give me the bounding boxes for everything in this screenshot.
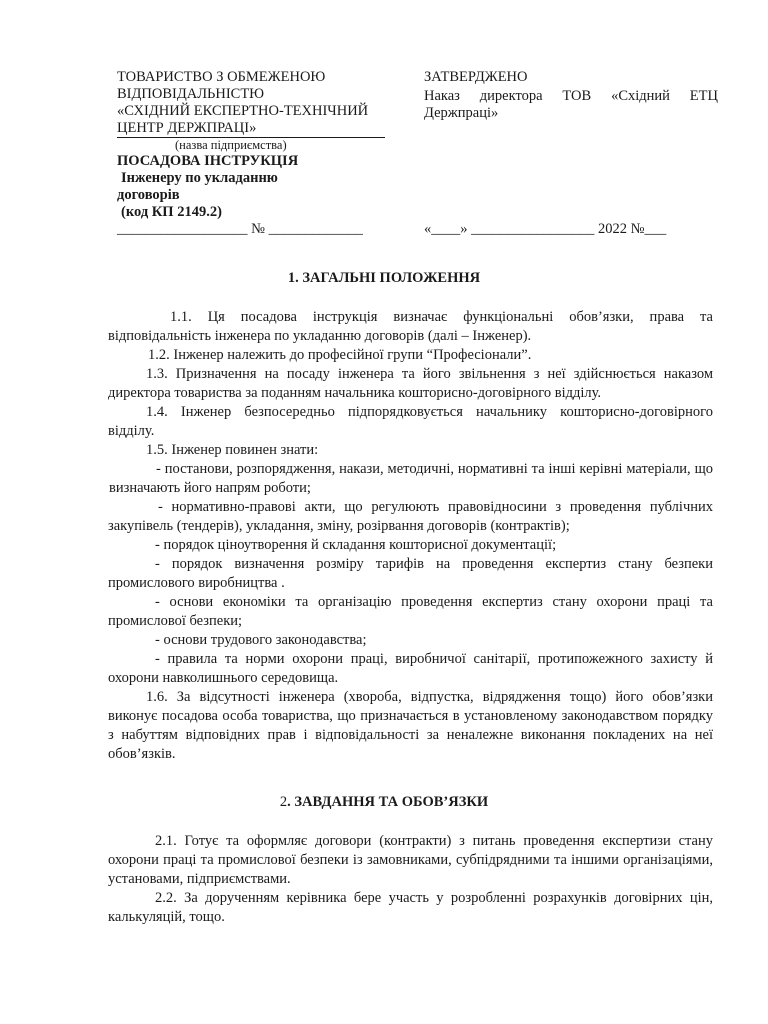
paragraph: 1.4. Інженер безпосередньо підпорядковується начальнику кошторисно-договірного відділу. <box>108 404 713 439</box>
org-note: (назва підприємства) <box>175 138 287 152</box>
paragraph: 1.3. Призначення на посаду інженера та його звільнення з неї здійснюється наказом директора товариства за поданням начальника кошторисно-договірного відділу. <box>108 366 713 401</box>
section-body <box>108 308 713 764</box>
paragraph: 1.1. Ця посадова інструкція визначає функціональні обов’язки, права та відповідальність інженера по укладанню договорів (далі – Інженер). <box>108 309 713 344</box>
list-item: - основи економіки та організацію проведення експертиз стану охорони праці та промислової безпеки; <box>108 594 713 629</box>
position-title: Інженеру по укладанню <box>121 170 278 186</box>
approved-label: ЗАТВЕРДЖЕНО <box>424 69 528 85</box>
date-line: «____» _________________ 2022 №___ <box>424 221 667 237</box>
paragraph: 1.2. Інженер належить до професійної групи “Професіонали”. <box>148 347 532 363</box>
paragraph: 1.6. За відсутності інженера (хвороба, відпустка, відрядження тощо) його обов’язки виконує посадова особа товариства, що призначається в установленому законодавством порядку з набуттям відповідних прав і відповідальності за неналежне виконання покладених на неї обов’язків. <box>108 689 713 762</box>
list-item: - порядок визначення розміру тарифів на проведення експертиз стану безпеки промислового виробництва . <box>108 556 713 591</box>
paragraph: 1.5. Інженер повинен знати: <box>146 442 319 458</box>
order-text: Наказ директора ТОВ «Східний ЕТЦ Держпраці» <box>424 88 718 121</box>
section-body <box>108 832 713 927</box>
org-name-line <box>117 120 387 138</box>
organization-block <box>117 69 387 221</box>
list-item: - постанови, розпорядження, накази, методичні, нормативні та інші керівні матеріали, що визначають його напрям роботи; <box>109 461 713 496</box>
paragraph: 2.2. За дорученням керівника бере участь у розробленні розрахунків договірних цін, калькуляцій, тощо. <box>108 890 713 925</box>
list-item: - порядок ціноутворення й складання кошторисної документації; <box>155 537 557 553</box>
approval-block <box>424 69 718 122</box>
paragraph: 2.1. Готує та оформляє договори (контракти) з питань проведення експертизи стану охорони праці та промислової безпеки із замовниками, субпідрядними та іншими організаціями, установами, підприємствами. <box>108 833 713 887</box>
section-title: . ЗАВДАННЯ ТА ОБОВ’ЯЗКИ <box>287 794 489 810</box>
section-number: 2 <box>279 794 288 810</box>
position-title: договорів <box>117 187 180 203</box>
org-name-line: ТОВАРИСТВО З ОБМЕЖЕНОЮ <box>117 69 326 85</box>
list-item: - нормативно-правові акти, що регулюють правовідносини з проведення публічних закупівель (тендерів), укладання, зміну, розірвання договорів (контрактів); <box>108 499 713 534</box>
org-name-line: ВІДПОВІДАЛЬНІСТЮ <box>117 86 265 102</box>
section-heading <box>0 794 768 811</box>
doc-title: ПОСАДОВА ІНСТРУКЦІЯ <box>117 153 299 169</box>
org-name-underlined: ЦЕНТР ДЕРЖПРАЦІ» <box>117 120 385 138</box>
section-heading: 1. ЗАГАЛЬНІ ПОЛОЖЕННЯ <box>287 270 481 286</box>
list-item: - основи трудового законодавства; <box>155 632 367 648</box>
signature-line: __________________ № _____________ <box>117 221 363 237</box>
position-code: (код КП 2149.2) <box>121 204 222 220</box>
org-name-line: «СХІДНИЙ ЕКСПЕРТНО-ТЕХНІЧНИЙ <box>117 103 369 119</box>
list-item: - правила та норми охорони праці, виробничої санітарії, протипожежного захисту й охорони навколишнього середовища. <box>108 651 713 686</box>
